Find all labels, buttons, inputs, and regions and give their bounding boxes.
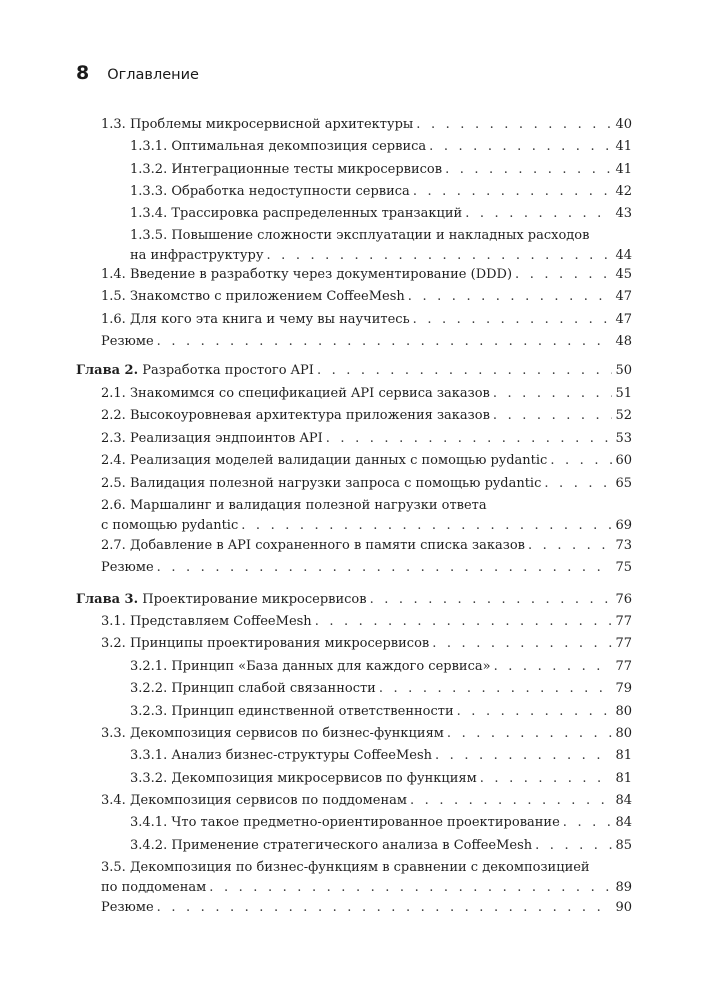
toc-entry-page: 90 — [615, 900, 632, 915]
dot-leader — [315, 612, 613, 632]
toc-entry-label: 3.4.1. Что такое предметно-ориентированное проектирование — [130, 815, 560, 830]
toc-entry-page: 80 — [615, 704, 632, 719]
toc-entry-page: 80 — [615, 726, 632, 741]
toc-entry-label: по поддоменам — [101, 880, 207, 895]
dot-leader — [515, 265, 612, 285]
toc-entry — [130, 160, 632, 180]
toc-entry-label: 3.3. Декомпозиция сервисов по бизнес-функциям — [101, 726, 444, 741]
dot-leader — [435, 746, 612, 766]
toc-entry-label: 3.3.1. Анализ бизнес-структуры CoffeeMesh — [130, 748, 433, 763]
toc-entry — [130, 182, 632, 202]
dot-leader — [432, 634, 612, 654]
dot-leader — [317, 361, 613, 381]
toc-entry — [130, 226, 632, 266]
toc-entry-page: 79 — [615, 681, 632, 696]
toc-entry-page: 45 — [615, 267, 632, 282]
toc-entry-label: 3.3.2. Декомпозиция микросервисов по функциям — [130, 771, 477, 786]
dot-leader — [410, 791, 612, 811]
toc-entry — [101, 558, 632, 578]
toc-entry — [130, 679, 632, 699]
toc-entry-page: 84 — [615, 793, 632, 808]
toc-entry-label: 2.5. Валидация полезной нагрузки запроса с помощью pydantic — [101, 476, 542, 491]
toc-entry-label: Резюме — [101, 334, 154, 349]
toc-entry — [101, 496, 632, 536]
toc-entry-page: 42 — [615, 184, 632, 199]
toc-entry-label: 1.5. Знакомство с приложением CoffeeMesh — [101, 289, 405, 304]
toc-entry-label: 3.4.2. Применение стратегического анализа в CoffeeMesh — [130, 838, 533, 853]
toc-entry-label: 1.3. Проблемы микросервисной архитектуры — [101, 117, 414, 132]
toc-entry-page: 84 — [615, 815, 632, 830]
toc-entry — [130, 746, 632, 766]
dot-leader — [370, 590, 613, 610]
dot-leader — [408, 287, 613, 307]
toc-entry-page: 60 — [615, 453, 632, 468]
toc-entry-page: 47 — [615, 312, 632, 327]
toc-entry — [101, 310, 632, 330]
toc-entry-label: 1.3.1. Оптимальная декомпозиция сервиса — [130, 139, 427, 154]
toc-entry-label: 3.1. Представляем CoffeeMesh — [101, 614, 312, 629]
toc-entry — [101, 634, 632, 654]
toc-entry — [101, 384, 632, 404]
toc-entry-page: 40 — [615, 117, 632, 132]
toc-entry-label: 2.2. Высокоуровневая архитектура приложения заказов — [101, 408, 490, 423]
dot-leader — [550, 451, 612, 471]
toc-entry-page: 41 — [615, 162, 632, 177]
toc-entry-page: 77 — [615, 614, 632, 629]
toc-entry — [130, 204, 632, 224]
dot-leader — [326, 429, 613, 449]
dot-leader — [416, 115, 612, 135]
toc-entry-label: 1.3.3. Обработка недоступности сервиса — [130, 184, 410, 199]
toc-entry-label: 1.4. Введение в разработку через документирование (DDD) — [101, 267, 513, 282]
toc-entry-page: 77 — [615, 636, 632, 651]
toc-entry-page: 53 — [615, 431, 632, 446]
chapter-prefix: Глава 2. — [76, 363, 139, 378]
dot-leader — [209, 878, 612, 898]
toc-entry-page: 48 — [615, 334, 632, 349]
toc-entry-page: 69 — [615, 518, 632, 533]
toc-entry — [101, 406, 632, 426]
toc-entry-page: 50 — [615, 363, 632, 378]
page-header — [76, 62, 199, 84]
toc-entry-label: Резюме — [101, 900, 154, 915]
toc-entry-page: 65 — [615, 476, 632, 491]
toc-entry-label: с помощью pydantic — [101, 518, 239, 533]
toc-entry-page: 85 — [615, 838, 632, 853]
page-number: 8 — [76, 62, 90, 84]
toc-entry-page: 81 — [615, 748, 632, 763]
toc-entry-page: 76 — [615, 592, 632, 607]
dot-leader — [457, 702, 613, 722]
dot-leader — [241, 516, 612, 536]
toc-entry — [130, 657, 632, 677]
toc-entry-label: 3.2.1. Принцип «База данных для каждого сервиса» — [130, 659, 491, 674]
dot-leader — [157, 898, 613, 918]
toc-entry-label: Проектирование микросервисов — [142, 592, 367, 607]
toc-entry-page: 47 — [615, 289, 632, 304]
dot-leader — [480, 769, 613, 789]
toc-entry-label: Резюме — [101, 560, 154, 575]
toc-entry — [101, 536, 632, 556]
dot-leader — [157, 332, 613, 352]
toc-entry-label: 1.6. Для кого эта книга и чему вы научитесь — [101, 312, 410, 327]
dot-leader — [157, 558, 613, 578]
toc-entry-label: 3.2.3. Принцип единственной ответственности — [130, 704, 454, 719]
toc-entry-label-line1: 1.3.5. Повышение сложности эксплуатации и накладных расходов — [130, 228, 590, 243]
toc-entry — [101, 612, 632, 632]
toc-entry-label: 3.2.2. Принцип слабой связанности — [130, 681, 376, 696]
toc-entry-page: 43 — [615, 206, 632, 221]
toc-entry-page: 44 — [615, 248, 632, 263]
dot-leader — [563, 813, 613, 833]
toc-entry-page: 81 — [615, 771, 632, 786]
toc-entry — [130, 137, 632, 157]
toc-entry — [101, 451, 632, 471]
toc-entry — [101, 791, 632, 811]
toc-entry — [101, 858, 632, 898]
toc-entry — [101, 265, 632, 285]
toc-entry — [130, 769, 632, 789]
dot-leader — [535, 836, 612, 856]
dot-leader — [528, 536, 612, 556]
toc-entry — [101, 115, 632, 135]
dot-leader — [413, 310, 613, 330]
toc-entry-page: 51 — [615, 386, 632, 401]
toc-entry-page: 77 — [615, 659, 632, 674]
dot-leader — [465, 204, 612, 224]
toc-entry-label: 2.7. Добавление в API сохраненного в памяти списка заказов — [101, 538, 526, 553]
toc-chapter-entry — [76, 590, 632, 610]
toc-entry-label: Разработка простого API — [142, 363, 314, 378]
toc-entry — [101, 898, 632, 918]
toc-entry-page: 89 — [615, 880, 632, 895]
running-title: Оглавление — [107, 67, 199, 83]
dot-leader — [267, 246, 613, 266]
toc-entry-page: 52 — [615, 408, 632, 423]
toc-entry-label: 3.2. Принципы проектирования микросервисов — [101, 636, 430, 651]
toc-entry-label: 2.3. Реализация эндпоинтов API — [101, 431, 323, 446]
toc-entry-label: 2.4. Реализация моделей валидации данных с помощью pydantic — [101, 453, 548, 468]
toc-entry-label: 1.3.4. Трассировка распределенных транзакций — [130, 206, 463, 221]
dot-leader — [445, 160, 612, 180]
dot-leader — [379, 679, 613, 699]
toc-chapter-entry — [76, 361, 632, 381]
toc-entry — [101, 429, 632, 449]
toc-entry — [130, 813, 632, 833]
toc-entry-label: 2.1. Знакомимся со спецификацией API сервиса заказов — [101, 386, 490, 401]
chapter-prefix: Глава 3. — [76, 592, 139, 607]
toc-entry-label-line1: 3.5. Декомпозиция по бизнес-функциям в сравнении с декомпозицией — [101, 860, 590, 875]
dot-leader — [493, 384, 613, 404]
toc-entry-label: на инфраструктуру — [130, 248, 264, 263]
toc-entry-label: 1.3.2. Интеграционные тесты микросервисов — [130, 162, 443, 177]
dot-leader — [447, 724, 613, 744]
dot-leader — [493, 406, 613, 426]
toc-entry — [101, 724, 632, 744]
toc-entry-page: 75 — [615, 560, 632, 575]
toc-entry — [101, 474, 632, 494]
dot-leader — [413, 182, 613, 202]
toc-entry — [101, 332, 632, 352]
dot-leader — [544, 474, 612, 494]
toc-entry — [101, 287, 632, 307]
dot-leader — [429, 137, 612, 157]
toc-entry — [130, 702, 632, 722]
toc-entry-page: 73 — [615, 538, 632, 553]
toc-entry — [130, 836, 632, 856]
toc-entry-label: 3.4. Декомпозиция сервисов по поддоменам — [101, 793, 407, 808]
toc-entry-page: 41 — [615, 139, 632, 154]
dot-leader — [494, 657, 613, 677]
toc-entry-label-line1: 2.6. Маршалинг и валидация полезной нагрузки ответа — [101, 498, 487, 513]
